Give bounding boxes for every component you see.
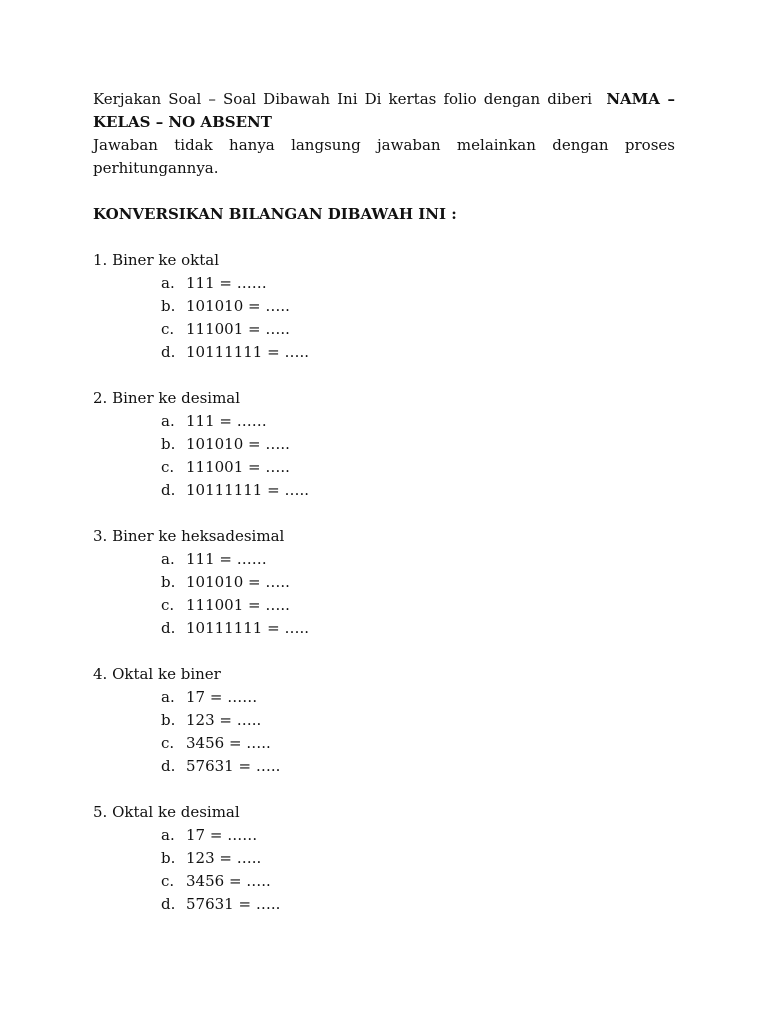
- list-item: [93, 617, 675, 640]
- item-text: 3456 = …..: [186, 734, 271, 752]
- list-item: [93, 272, 675, 295]
- list-item: [93, 318, 675, 341]
- item-letter: b.: [161, 435, 176, 453]
- section-title: 1. Biner ke oktal: [93, 251, 219, 269]
- section-title: 5. Oktal ke desimal: [93, 803, 240, 821]
- item-letter: d.: [161, 619, 176, 637]
- item-text: 101010 = …..: [186, 297, 290, 315]
- item-letter: d.: [161, 895, 176, 913]
- item-text: 123 = …..: [186, 849, 262, 867]
- list-item: [93, 479, 675, 502]
- question-list: [93, 824, 675, 916]
- list-item: [93, 824, 675, 847]
- question-section-5: [93, 801, 675, 916]
- item-text: 101010 = …..: [186, 435, 290, 453]
- list-item: [93, 295, 675, 318]
- question-section-4: [93, 663, 675, 778]
- item-text: 17 = ……: [186, 826, 258, 844]
- question-sections: [93, 249, 675, 916]
- question-section-1: [93, 249, 675, 364]
- item-text: 10111111 = …..: [186, 619, 309, 637]
- question-list: [93, 548, 675, 640]
- item-text: 10111111 = …..: [186, 481, 309, 499]
- item-text: 123 = …..: [186, 711, 262, 729]
- instruction-text: Kerjakan Soal – Soal Dibawah Ini Di kertas folio dengan diberi: [93, 90, 593, 108]
- list-item: [93, 594, 675, 617]
- item-letter: b.: [161, 849, 176, 867]
- list-item: [93, 732, 675, 755]
- document-page: [93, 88, 675, 916]
- item-letter: b.: [161, 711, 176, 729]
- item-letter: a.: [161, 412, 175, 430]
- item-letter: a.: [161, 550, 175, 568]
- instructions: [93, 88, 675, 180]
- item-text: 10111111 = …..: [186, 343, 309, 361]
- instruction-line-1: [93, 88, 675, 111]
- item-letter: d.: [161, 343, 176, 361]
- question-list: [93, 686, 675, 778]
- item-letter: c.: [161, 734, 175, 752]
- list-item: [93, 686, 675, 709]
- item-letter: b.: [161, 297, 176, 315]
- item-text: 57631 = …..: [186, 895, 281, 913]
- item-text: 3456 = …..: [186, 872, 271, 890]
- question-section-2: [93, 387, 675, 502]
- section-title: 4. Oktal ke biner: [93, 665, 221, 683]
- item-letter: a.: [161, 688, 175, 706]
- item-letter: d.: [161, 757, 176, 775]
- list-item: [93, 456, 675, 479]
- item-text: 57631 = …..: [186, 757, 281, 775]
- list-item: [93, 709, 675, 732]
- item-letter: b.: [161, 573, 176, 591]
- list-item: [93, 847, 675, 870]
- item-letter: c.: [161, 320, 175, 338]
- item-text: 111 = ……: [186, 550, 267, 568]
- item-letter: a.: [161, 826, 175, 844]
- question-section-3: [93, 525, 675, 640]
- item-text: 111 = ……: [186, 412, 267, 430]
- instruction-line-3: Jawaban tidak hanya langsung jawaban melainkan dengan proses: [93, 136, 675, 154]
- item-text: 111001 = …..: [186, 458, 290, 476]
- item-letter: c.: [161, 458, 175, 476]
- list-item: [93, 410, 675, 433]
- item-text: 17 = ……: [186, 688, 258, 706]
- list-item: [93, 433, 675, 456]
- list-item: [93, 571, 675, 594]
- question-list: [93, 272, 675, 364]
- instruction-name-label: NAMA –: [606, 90, 675, 108]
- question-list: [93, 410, 675, 502]
- instruction-line-4: perhitungannya.: [93, 159, 219, 177]
- section-title: 2. Biner ke desimal: [93, 389, 241, 407]
- list-item: [93, 755, 675, 778]
- item-text: 111001 = …..: [186, 320, 290, 338]
- list-item: [93, 548, 675, 571]
- list-item: [93, 341, 675, 364]
- instruction-class-label: KELAS – NO ABSENT: [93, 113, 272, 131]
- list-item: [93, 893, 675, 916]
- section-heading: KONVERSIKAN BILANGAN DIBAWAH INI :: [93, 205, 457, 223]
- item-text: 111001 = …..: [186, 596, 290, 614]
- list-item: [93, 870, 675, 893]
- item-letter: d.: [161, 481, 176, 499]
- item-letter: c.: [161, 872, 175, 890]
- section-title: 3. Biner ke heksadesimal: [93, 527, 285, 545]
- item-text: 101010 = …..: [186, 573, 290, 591]
- item-letter: a.: [161, 274, 175, 292]
- item-text: 111 = ……: [186, 274, 267, 292]
- item-letter: c.: [161, 596, 175, 614]
